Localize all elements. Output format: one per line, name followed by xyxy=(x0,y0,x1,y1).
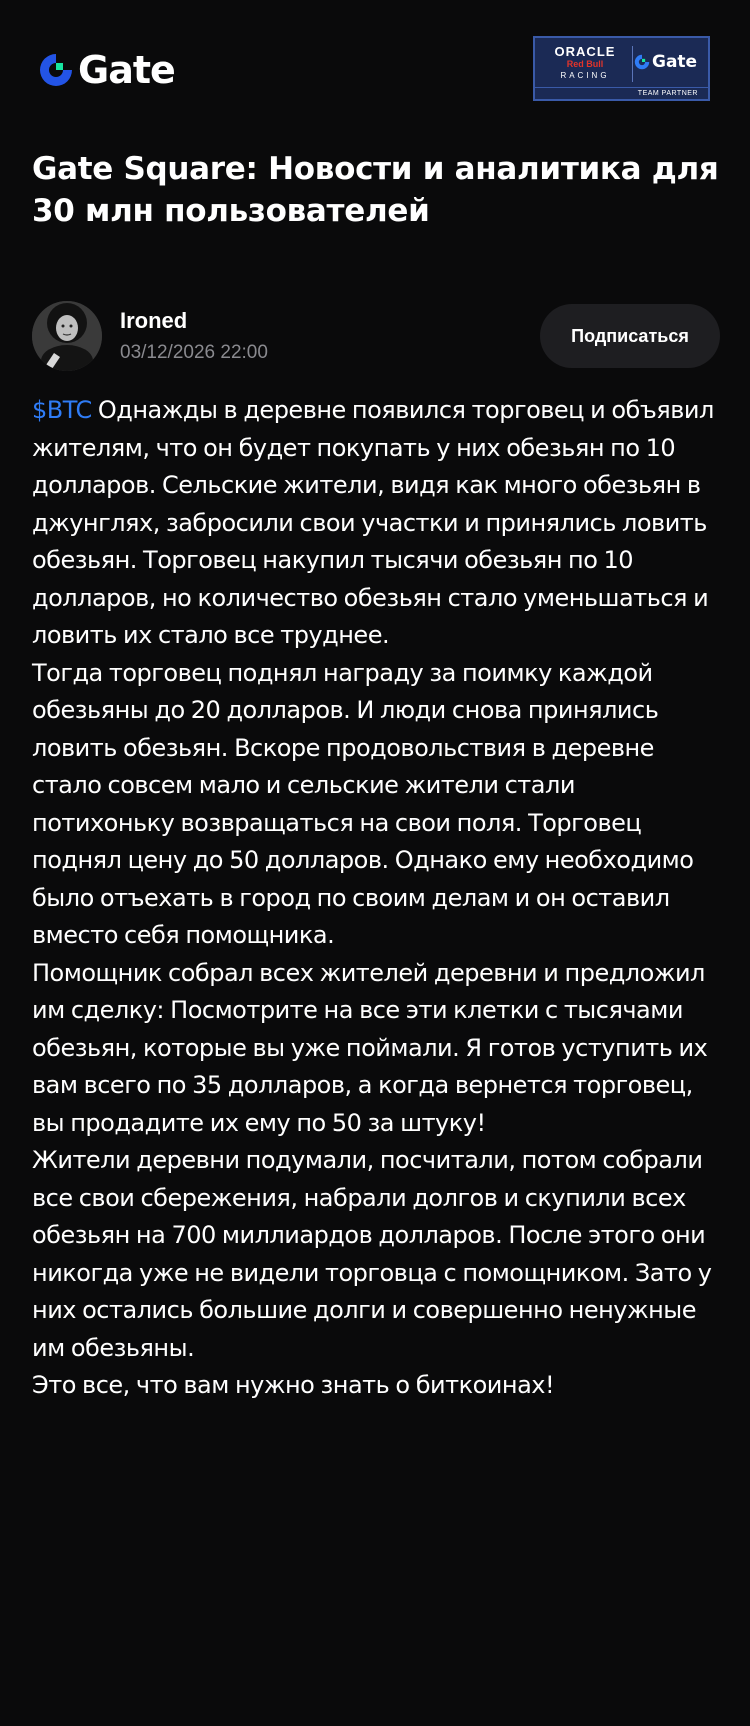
badge-oracle-text: ORACLE xyxy=(554,44,616,59)
user-avatar[interactable] xyxy=(32,301,102,371)
author-row xyxy=(32,300,720,372)
post-body xyxy=(32,392,722,1405)
oracle-redbull-partner-badge xyxy=(533,36,710,101)
post-paragraph: Тогда торговец поднял награду за поимку каждой обезьяны до 20 долларов. И люди снова принялись ловить обезьян. Вскоре продовольствия в деревне стало совсем мало и сельские жители стали потихоньку возвращаться на свои поля. Торговец поднял цену до 50 долларов. Однако ему необходимо было отъехать в город по своим делам и он оставил вместо себя помощника. xyxy=(32,658,694,949)
badge-redbull-text: Red Bull xyxy=(566,59,604,69)
badge-racing-text: RACING xyxy=(560,71,610,80)
post-paragraph: Помощник собрал всех жителей деревни и предложил им сделку: Посмотрите на все эти клетки с тысячами обезьян, которые вы уже поймали. Я готов уступить их вам всего по 35 долларов, а когда вернется торговец, вы продадите их ему по 50 за штуку! xyxy=(32,958,708,1137)
badge-gate-logo xyxy=(633,51,697,73)
gate-logo-icon xyxy=(36,50,76,90)
btc-ticker-link[interactable]: $BTC xyxy=(32,396,92,424)
avatar-image xyxy=(32,301,102,371)
post-paragraph-text: Однажды в деревне появился торговец и объявил жителям, что он будет покупать у них обезьян по 10 долларов. Сельские жители, видя как много обезьян в джунглях, забросили свои участки и принялись ловить обезьян. Торговец накупил тысячи обезьян по 10 долларов, но количество обезьян стало уменьшаться и ловить их стало все труднее. xyxy=(32,396,714,649)
gate-logo-small-icon xyxy=(633,53,651,71)
post-date: 03/12/2026 22:00 xyxy=(120,342,268,363)
header xyxy=(0,0,750,120)
follow-button[interactable]: Подписаться xyxy=(540,304,720,368)
author-name[interactable]: Ironed xyxy=(120,308,188,333)
post-paragraph xyxy=(32,392,722,655)
badge-gate-text: Gate xyxy=(652,52,698,72)
logo-text: Gate xyxy=(78,48,175,92)
post-paragraph: Жители деревни подумали, посчитали, потом собрали все свои сбережения, набрали долгов и скупили всех обезьян на 700 миллиардов долларов. После этого они никогда уже не видели торговца с помощником. Зато у них остались большие долги и совершенно ненужные им обезьяны. xyxy=(32,1146,712,1362)
page-title: Gate Square: Новости и аналитика для 30 млн пользователей xyxy=(32,151,719,229)
badge-team-partner-text: TEAM PARTNER xyxy=(535,87,708,99)
post-paragraph: Это все, что вам нужно знать о биткоинах! xyxy=(32,1371,555,1399)
gate-logo[interactable] xyxy=(36,48,175,92)
